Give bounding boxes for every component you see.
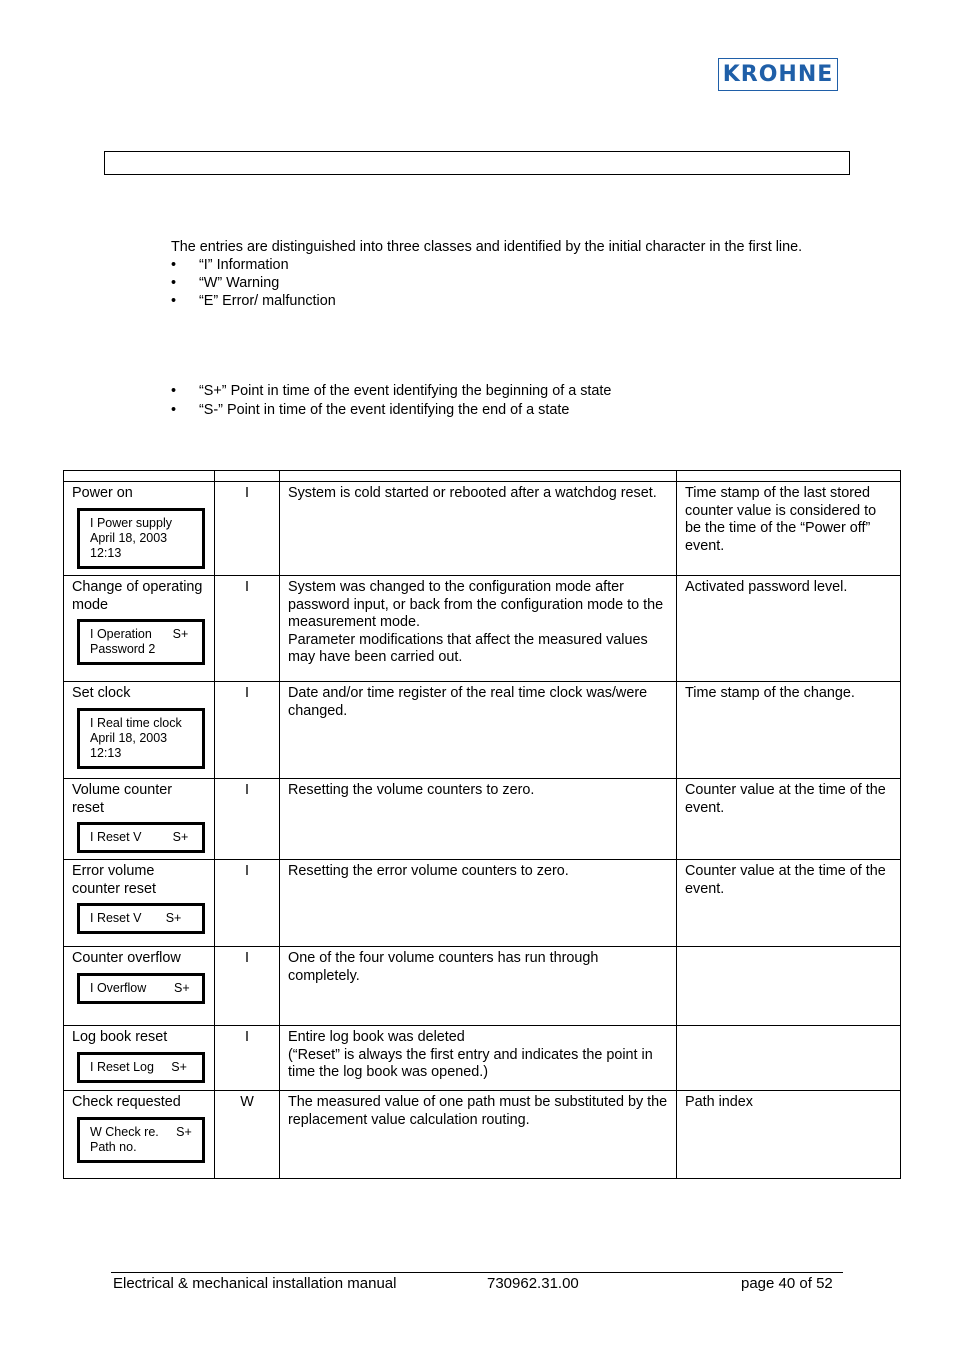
event-description-cell <box>280 1091 677 1179</box>
event-name: Error volume counter reset <box>72 863 156 897</box>
event-description-cell <box>280 779 677 860</box>
table-row <box>64 947 901 1026</box>
event-name-cell <box>64 947 215 1026</box>
header-cell <box>215 471 280 482</box>
event-name-cell <box>64 682 215 779</box>
event-description: One of the four volume counters has run through completely. <box>288 950 599 984</box>
display-readout: I Overflow S+ <box>77 973 205 1004</box>
event-info: Time stamp of the change. <box>685 685 855 701</box>
event-class-cell <box>215 682 280 779</box>
event-class: I <box>245 782 249 798</box>
event-name-cell <box>64 860 215 947</box>
intro-section <box>171 238 811 310</box>
event-class-cell <box>215 779 280 860</box>
event-class: I <box>245 1029 249 1045</box>
event-info-cell <box>677 482 901 576</box>
state-marker-item: • “S+” Point in time of the event identifying the beginning of a state <box>171 382 811 401</box>
event-name-cell <box>64 1026 215 1091</box>
event-description: System is cold started or rebooted after a watchdog reset. <box>288 485 657 501</box>
event-class: I <box>245 485 249 501</box>
event-class: I <box>245 950 249 966</box>
event-name-cell <box>64 482 215 576</box>
events-table <box>63 470 901 1179</box>
class-item: • “E” Error/ malfunction <box>171 292 811 310</box>
header-cell <box>677 471 901 482</box>
event-name: Counter overflow <box>72 950 181 966</box>
event-class-cell <box>215 860 280 947</box>
event-name: Log book reset <box>72 1029 168 1045</box>
table-row <box>64 682 901 779</box>
event-info: Path index <box>685 1094 754 1110</box>
event-description: Entire log book was deleted (“Reset” is always the first entry and indicates the point in time the log book was opened.) <box>288 1029 653 1080</box>
event-info: Counter value at the time of the event. <box>685 863 886 897</box>
event-info: Activated password level. <box>685 579 848 595</box>
state-marker-section <box>171 382 811 419</box>
footer-title: Electrical & mechanical installation manual <box>113 1275 397 1292</box>
event-class-cell <box>215 576 280 682</box>
header-cell <box>280 471 677 482</box>
event-info: Counter value at the time of the event. <box>685 782 886 816</box>
table-header-row <box>64 471 901 482</box>
event-class-cell <box>215 482 280 576</box>
state-marker-item: • “S-” Point in time of the event identifying the end of a state <box>171 401 811 420</box>
table-row <box>64 779 901 860</box>
event-name-cell <box>64 1091 215 1179</box>
class-item: • “W” Warning <box>171 274 811 292</box>
event-class-cell <box>215 1091 280 1179</box>
class-list <box>171 256 811 310</box>
display-readout: W Check re. S+ Path no. <box>77 1117 205 1163</box>
display-readout: I Reset Log S+ <box>77 1052 205 1083</box>
event-info: Time stamp of the last stored counter value is considered to be the time of the “Power off” event. <box>685 485 877 554</box>
table-row <box>64 482 901 576</box>
events-body <box>64 482 901 1179</box>
footer-doc-number: 730962.31.00 <box>487 1275 579 1292</box>
event-description-cell <box>280 682 677 779</box>
event-description: Resetting the volume counters to zero. <box>288 782 535 798</box>
display-readout: I Power supply April 18, 2003 12:13 <box>77 508 205 569</box>
event-class: I <box>245 579 249 595</box>
event-name: Change of operating mode <box>72 579 203 613</box>
event-name: Power on <box>72 485 133 501</box>
event-description-cell <box>280 482 677 576</box>
event-description: System was changed to the configuration mode after password input, or back from the configuration mode to the measurement mode. Parameter modifications that affect the measured values may have been carried out. <box>288 579 664 665</box>
event-description: Resetting the error volume counters to zero. <box>288 863 569 879</box>
event-info-cell <box>677 1026 901 1091</box>
event-description-cell <box>280 1026 677 1091</box>
event-name: Volume counter reset <box>72 782 172 816</box>
state-marker-list <box>171 382 811 419</box>
event-info-cell <box>677 682 901 779</box>
event-description-cell <box>280 860 677 947</box>
event-description-cell <box>280 576 677 682</box>
display-readout: I Reset V S+ <box>77 903 205 934</box>
display-readout: I Reset V S+ <box>77 822 205 853</box>
header-cell <box>64 471 215 482</box>
display-readout: I Operation S+ Password 2 <box>77 619 205 665</box>
footer-divider <box>111 1272 843 1273</box>
event-info-cell <box>677 779 901 860</box>
intro-text: The entries are distinguished into three classes and identified by the initial character in the first line. <box>171 239 803 255</box>
event-class-cell <box>215 947 280 1026</box>
event-info-cell <box>677 576 901 682</box>
section-header-box <box>104 151 850 175</box>
footer-page: page 40 of 52 <box>741 1275 833 1292</box>
event-info-cell <box>677 1091 901 1179</box>
event-name: Set clock <box>72 685 131 701</box>
event-description-cell <box>280 947 677 1026</box>
table-row <box>64 860 901 947</box>
event-name: Check requested <box>72 1094 181 1110</box>
event-info-cell <box>677 947 901 1026</box>
display-readout: I Real time clock April 18, 2003 12:13 <box>77 708 205 769</box>
table-row <box>64 576 901 682</box>
event-class: I <box>245 863 249 879</box>
event-name-cell <box>64 779 215 860</box>
event-name-cell <box>64 576 215 682</box>
table-row <box>64 1091 901 1179</box>
event-info-cell <box>677 860 901 947</box>
class-item: • “I” Information <box>171 256 811 274</box>
event-description: The measured value of one path must be substituted by the replacement value calculation routing. <box>288 1094 668 1128</box>
krohne-logo: KROHNE <box>718 58 838 91</box>
event-class-cell <box>215 1026 280 1091</box>
event-class: W <box>240 1094 254 1110</box>
event-description: Date and/or time register of the real time clock was/were changed. <box>288 685 648 719</box>
event-class: I <box>245 685 249 701</box>
table-row <box>64 1026 901 1091</box>
